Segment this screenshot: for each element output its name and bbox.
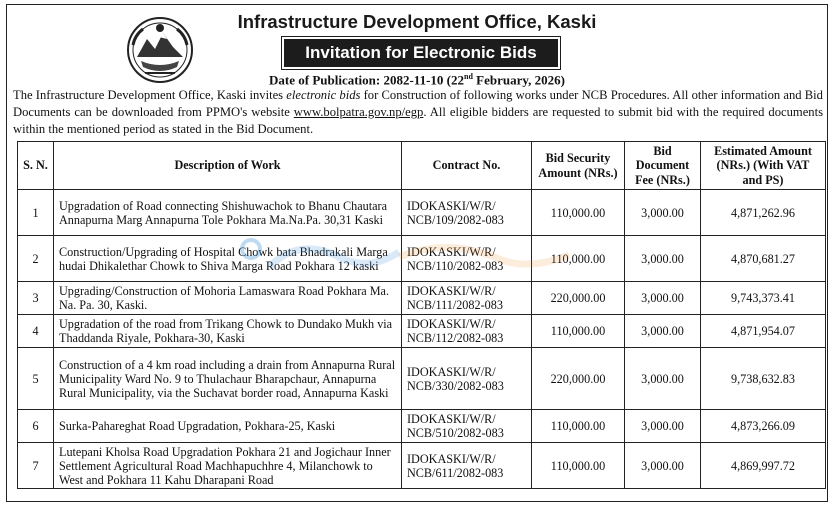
cell-estimated-amount: 9,743,373.41 [701,282,826,315]
cell-contract-no: IDOKASKI/W/R/ NCB/112/2082-083 [402,315,532,348]
cell-sn: 4 [18,315,54,348]
cell-description: Construction/Upgrading of Hospital Chowk bata Bhadrakali Marga hudai Dhikalethar Chowk to Shiva Marga Road Pokhara 12 kaski [54,236,402,282]
cell-estimated-amount: 4,873,266.09 [701,410,826,443]
table-row [18,190,826,236]
table-row [18,282,826,315]
cell-sn: 2 [18,236,54,282]
cell-sn: 3 [18,282,54,315]
cell-description: Upgradation of the road from Trikang Chowk to Dundako Mukh via Thaddanda Riyale, Pokhara-30, Kaski [54,315,402,348]
intro-part3: . All eligible bidders are requested to submit bid with the required documents within the mentioned period as stated in the Bid Document. [13,105,823,136]
header-description: Description of Work [54,142,402,190]
publication-date [7,72,827,88]
intro-part1: The Infrastructure Development Office, Kaski invites [13,88,287,102]
pub-date-prefix: Date of Publication: 2082-11-10 (22 [269,72,464,88]
cell-contract-no: IDOKASKI/W/R/ NCB/111/2082-083 [402,282,532,315]
cell-estimated-amount: 9,738,632.83 [701,348,826,410]
cell-bid-security: 110,000.00 [532,410,625,443]
cell-bid-fee: 3,000.00 [625,282,701,315]
header-bid-fee: Bid Document Fee (NRs.) [625,142,701,190]
cell-bid-fee: 3,000.00 [625,348,701,410]
pub-date-suffix: February, 2026) [472,72,565,88]
cell-sn: 7 [18,443,54,489]
cell-bid-fee: 3,000.00 [625,190,701,236]
cell-bid-security: 220,000.00 [532,282,625,315]
cell-bid-fee: 3,000.00 [625,315,701,348]
table-header-row [18,142,826,190]
header-contract-no: Contract No. [402,142,532,190]
cell-description: Upgradation of Road connecting Shishuwachok to Bhanu Chautara Annapurna Marg Annapurna Tole Pokhara Ma.Na.Pa. 30,31 Kaski [54,190,402,236]
header-bid-security: Bid Security Amount (NRs.) [532,142,625,190]
cell-description: Surka-Pahareghat Road Upgradation, Pokhara-25, Kaski [54,410,402,443]
cell-estimated-amount: 4,869,997.72 [701,443,826,489]
bolpatra-link[interactable]: www.bolpatra.gov.np/egp [293,105,424,119]
bids-table [17,141,826,489]
cell-estimated-amount: 4,871,262.96 [701,190,826,236]
cell-bid-security: 110,000.00 [532,443,625,489]
cell-bid-fee: 3,000.00 [625,443,701,489]
cell-contract-no: IDOKASKI/W/R/ NCB/110/2082-083 [402,236,532,282]
intro-paragraph [13,87,823,138]
cell-description: Construction of a 4 km road including a drain from Annapurna Rural Municipality Ward No. 9 to Thulachaur Bharapchaur, Annapurna Rural Municipality, via the Suchavat border road, Annapurna Kaski [54,348,402,410]
cell-bid-fee: 3,000.00 [625,410,701,443]
cell-description: Lutepani Kholsa Road Upgradation Pokhara 21 and Jogichaur Inner Settlement Agricultural Road Machhapuchhre 4, Milanchowk to West and Pokhara 11 Kahu Dharapani Road [54,443,402,489]
table-row [18,315,826,348]
banner-text: Invitation for Electronic Bids [305,43,537,62]
cell-sn: 5 [18,348,54,410]
intro-italic: electronic bids [286,88,361,102]
cell-description: Upgrading/Construction of Mohoria Lamaswara Road Pokhara Ma. Na. Pa. 30, Kaski. [54,282,402,315]
cell-contract-no: IDOKASKI/W/R/ NCB/109/2082-083 [402,190,532,236]
notice-page [6,4,828,502]
cell-bid-security: 220,000.00 [532,348,625,410]
table-row [18,236,826,282]
cell-bid-fee: 3,000.00 [625,236,701,282]
cell-estimated-amount: 4,870,681.27 [701,236,826,282]
table-row [18,443,826,489]
pub-date-sup: nd [464,72,473,81]
cell-sn: 6 [18,410,54,443]
invitation-banner [284,39,558,67]
header-estimated-amount: Estimated Amount (NRs.) (With VAT and PS) [701,142,826,190]
table-row [18,348,826,410]
cell-bid-security: 110,000.00 [532,236,625,282]
office-title: Infrastructure Development Office, Kaski [237,11,597,32]
cell-bid-security: 110,000.00 [532,190,625,236]
cell-sn: 1 [18,190,54,236]
cell-contract-no: IDOKASKI/W/R/ NCB/330/2082-083 [402,348,532,410]
header-sn: S. N. [18,142,54,190]
cell-bid-security: 110,000.00 [532,315,625,348]
table-row [18,410,826,443]
cell-contract-no: IDOKASKI/W/R/ NCB/611/2082-083 [402,443,532,489]
cell-contract-no: IDOKASKI/W/R/ NCB/510/2082-083 [402,410,532,443]
intro-part2: for Construction of following works under NCB Procedures. All other information and Bid Documents can be downloaded from PPMO's website [13,88,823,119]
cell-estimated-amount: 4,871,954.07 [701,315,826,348]
